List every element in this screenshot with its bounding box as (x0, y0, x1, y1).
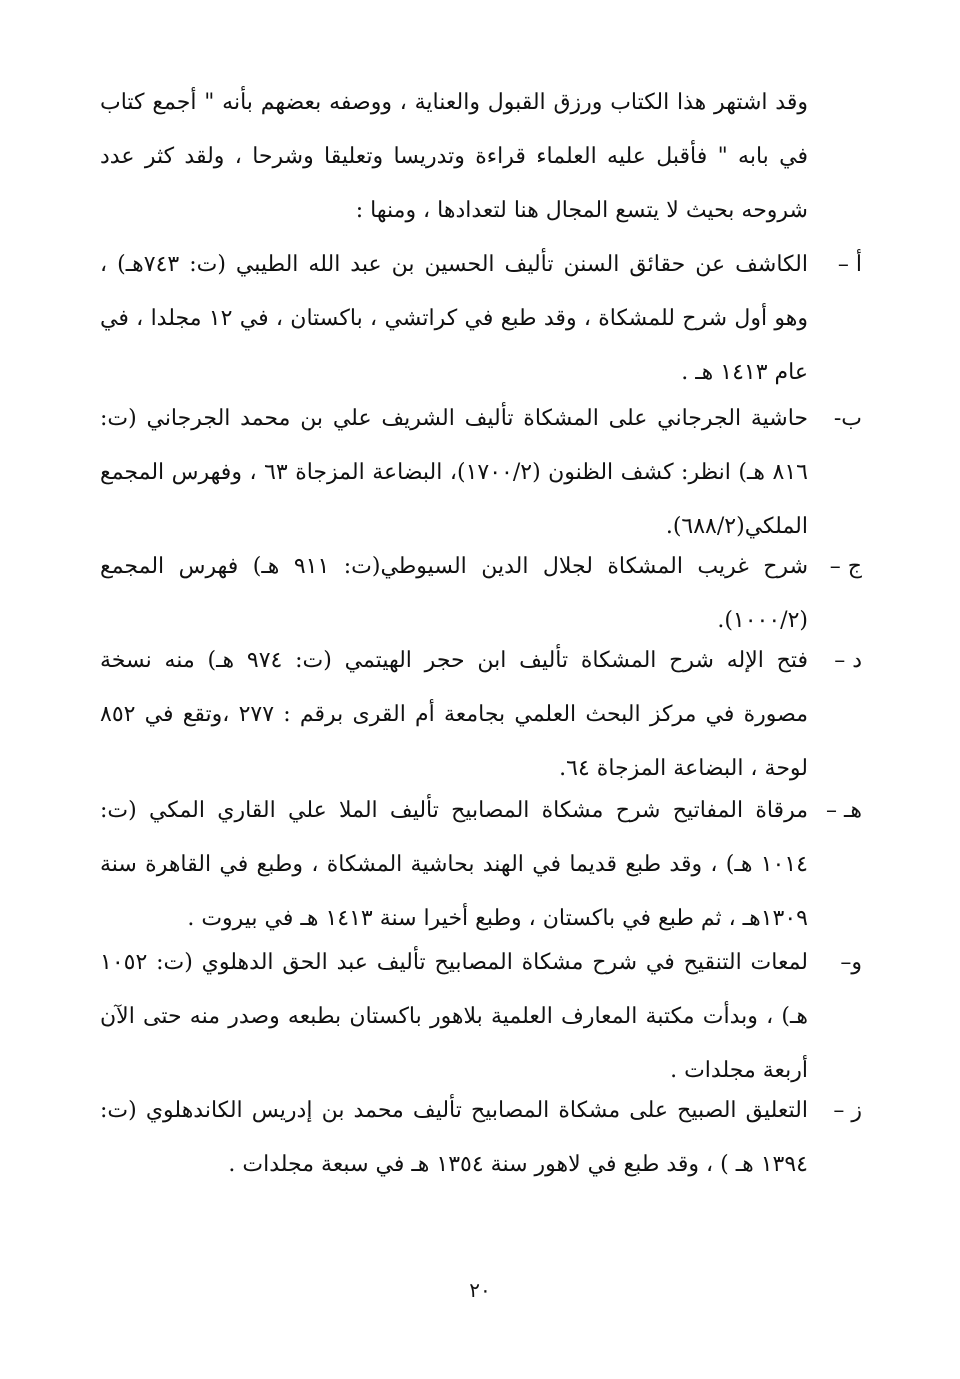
item-marker: هـ – (825, 798, 862, 823)
item-marker: ج – (829, 554, 862, 579)
item-marker: ب- (833, 406, 862, 431)
list-item (100, 936, 862, 1098)
item-text: فتح الإله شرح المشكاة تأليف ابن حجر الهيتمي (ت: ٩٧٤ هـ) منه نسخة مصورة في مركز البحث العلمي بجامعة أم القرى برقم : ٢٧٧ ،وتقع في ٨٥٢ لوحة ، البضاعة المزجاة ٦٤. (100, 648, 809, 781)
list-item (100, 784, 862, 946)
item-marker: د – (834, 648, 862, 673)
intro-paragraph: وقد اشتهر هذا الكتاب ورزق القبول والعناية ، ووصفه بعضهم بأنه " أجمع كتاب في بابه " فأقبل عليه العلماء قراءة وتدريسا وتعليقا وشرحا ، ولقد كثر عدد شروحه بحيث لا يتسع المجال هنا لتعدادها ، ومنها : (100, 90, 808, 223)
item-marker: و– (840, 950, 862, 975)
page-number: ٢٠ (469, 1278, 491, 1302)
item-text: مرقاة المفاتيح شرح مشكاة المصابيح تأليف الملا علي القاري المكي (ت: ١٠١٤ هـ) ، وقد طبع قديما في الهند بحاشية المشكاة ، وطبع في القاهرة سنة ١٣٠٩هـ ، ثم طبع في باكستان ، وطبع أخيرا سنة ١٤١٣ هـ في بيروت . (100, 798, 808, 931)
list-item (100, 1084, 862, 1192)
list-item (100, 392, 862, 554)
item-marker: ز – (833, 1098, 862, 1123)
list-item (100, 634, 862, 796)
list-item (100, 238, 862, 400)
list-item (100, 540, 862, 648)
item-text: التعليق الصبيح على مشكاة المصابيح تأليف محمد بن إدريس الكاندهلوي (ت: ١٣٩٤ هـ ) ، وقد طبع في لاهور سنة ١٣٥٤ هـ في سبعة مجلدات . (100, 1098, 808, 1177)
item-text: حاشية الجرجاني على المشكاة تأليف الشريف علي بن محمد الجرجاني (ت: ٨١٦ هـ) انظر: كشف الظنون (١٧٠٠/٢)، البضاعة المزجاة ٦٣ ، وفهرس المجمع الملكي(٦٨٨/٢). (100, 406, 808, 539)
item-text: لمعات التنقيح في شرح مشكاة المصابيح تأليف عبد الحق الدهلوي (ت: ١٠٥٢ هـ) ، وبدأت مكتبة المعارف العلمية بلاهور باكستان بطبعه وصدر منه حتى الآن أربعة مجلدات . (100, 950, 808, 1083)
item-text: الكاشف عن حقائق السنن تأليف الحسين بن عبد الله الطيبي (ت: ٧٤٣هـ) ، وهو أول شرح للمشكاة ، وقد طبع في كراتشي ، باكستان ، في ١٢ مجلدا ، في عام ١٤١٣ هـ . (100, 252, 808, 385)
item-marker: أ – (837, 252, 862, 277)
item-text: شرح غريب المشكاة لجلال الدين السيوطي(ت: ٩١١ هـ) فهرس المجمع (١٠٠٠/٢). (100, 554, 808, 633)
